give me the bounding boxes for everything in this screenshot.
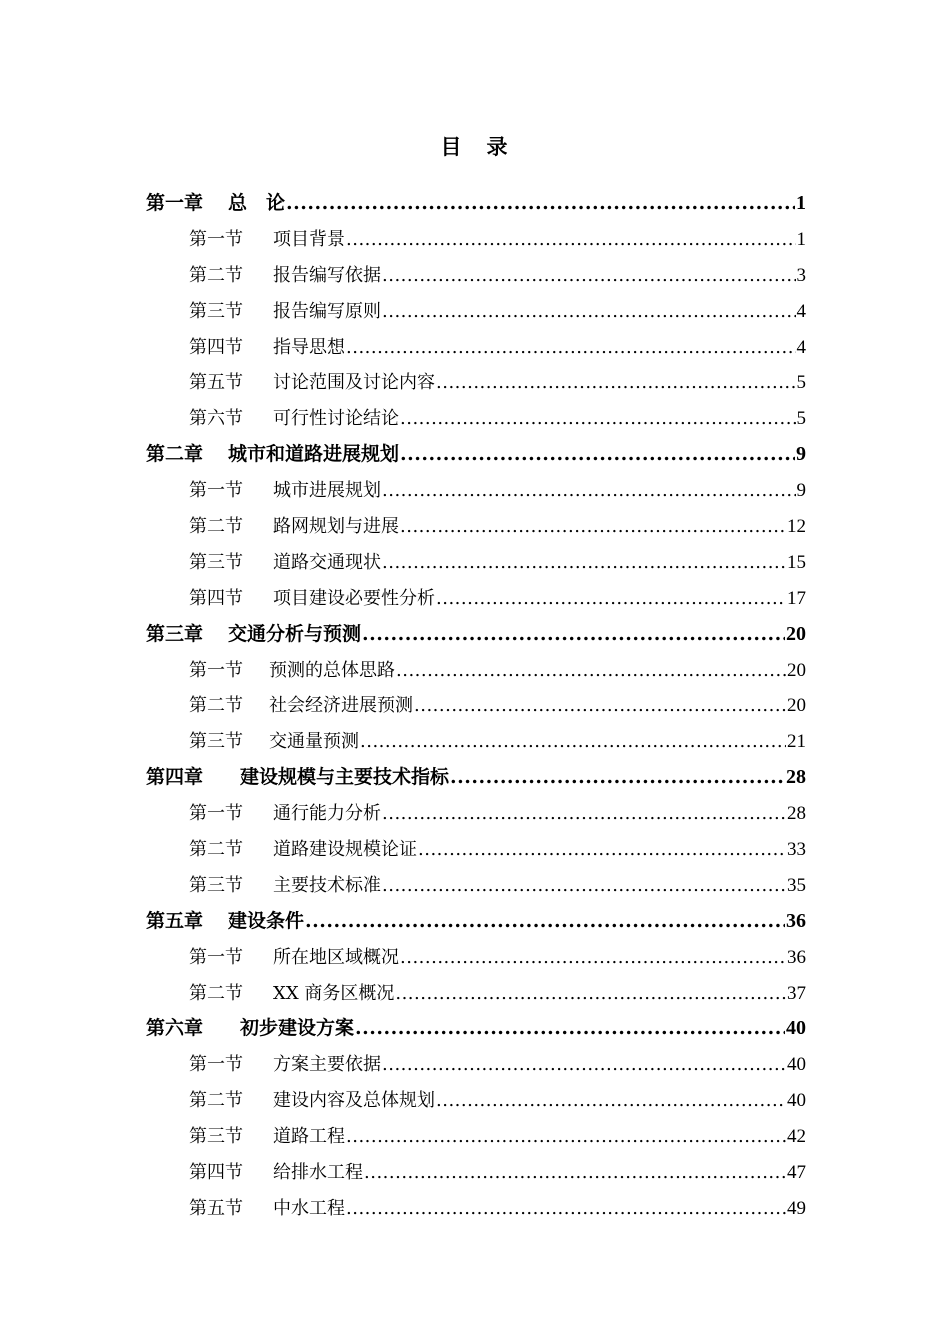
chapter-number: 第一章 [146,192,204,214]
dot-leader [414,688,786,724]
page-number: 20 [787,695,806,717]
toc-section[interactable] [146,509,806,545]
toc-chapter-5[interactable] [146,904,806,940]
dot-leader [396,653,786,689]
chapter-title: 建设条件 [228,909,305,932]
dot-leader [286,186,795,222]
page-number: 12 [787,516,806,538]
section-title: 交通量预测 [269,731,359,753]
section-title: 给排水工程 [273,1162,363,1184]
page-number: 37 [787,982,806,1004]
page-number: 4 [796,336,806,358]
section-number: 第一节 [189,659,243,681]
section-title: XX 商务区概况 [273,982,395,1004]
section-title: 报告编写依据 [273,264,381,286]
toc-list [146,186,806,1227]
page-number: 17 [787,587,806,609]
toc-section[interactable] [146,222,806,258]
section-number: 第一节 [189,480,243,502]
page-number: 33 [787,839,806,861]
dot-leader [346,222,796,258]
section-number: 第三节 [189,731,243,753]
dot-leader [382,473,796,509]
section-number: 第四节 [189,336,243,358]
dot-leader [346,1119,786,1155]
chapter-title: 初步建设方案 [240,1017,355,1040]
toc-section[interactable] [146,1155,806,1191]
toc-title: 目 录 [440,134,510,159]
toc-section[interactable] [146,330,806,366]
dot-leader [395,976,786,1012]
toc-section[interactable] [146,688,806,724]
section-title: 建设内容及总体规划 [273,1090,435,1112]
chapter-title: 建设规模与主要技术指标 [240,766,450,789]
chapter-number: 第四章 [146,766,204,789]
section-title: 预测的总体思路 [269,659,395,681]
section-number: 第三节 [189,551,243,573]
section-number: 第二节 [189,695,243,717]
dot-leader [346,330,796,366]
section-number: 第四节 [189,587,243,609]
page-number: 3 [796,264,806,286]
page-number: 28 [786,766,806,789]
dot-leader [364,1155,786,1191]
section-number: 第三节 [189,300,243,322]
page-number: 1 [796,228,806,250]
page-number: 20 [787,659,806,681]
section-title: 项目建设必要性分析 [273,587,435,609]
dot-leader [305,904,785,940]
section-title: 方案主要依据 [273,1054,381,1076]
dot-leader [418,832,786,868]
section-number: 第一节 [189,803,243,825]
section-title: 报告编写原则 [273,300,381,322]
section-title: 项目背景 [273,228,345,250]
dot-leader [346,1191,786,1227]
section-title: 中水工程 [273,1197,345,1219]
section-title: 可行性讨论结论 [273,408,399,430]
page-number: 9 [796,480,806,502]
dot-leader [382,294,796,330]
toc-section[interactable] [146,1191,806,1227]
section-number: 第一节 [189,1054,243,1076]
dot-leader [400,437,795,473]
section-number: 第五节 [189,372,243,394]
page-number: 36 [786,909,806,932]
dot-leader [436,581,786,617]
page-number: 40 [787,1054,806,1076]
chapter-number: 第三章 [146,622,204,645]
toc-chapter-4[interactable] [146,760,806,796]
toc-section[interactable] [146,832,806,868]
toc-section[interactable] [146,1119,806,1155]
section-number: 第三节 [189,874,243,896]
page-number: 49 [787,1197,806,1219]
toc-section[interactable] [146,545,806,581]
page-number: 47 [787,1162,806,1184]
toc-section[interactable] [146,724,806,760]
section-number: 第五节 [189,1197,243,1219]
toc-chapter-3[interactable] [146,617,806,653]
dot-leader [436,365,796,401]
dot-leader [382,868,786,904]
chapter-number: 第六章 [146,1017,204,1040]
toc-section[interactable] [146,976,806,1012]
page-number: 9 [796,443,806,466]
toc-section[interactable] [146,581,806,617]
chapter-title: 城市和道路进展规划 [228,443,400,466]
section-number: 第一节 [189,228,243,250]
section-number: 第二节 [189,264,243,286]
page-number: 28 [787,803,806,825]
dot-leader [382,1047,786,1083]
chapter-title: 总 论 [228,192,286,214]
page-number: 15 [787,551,806,573]
section-number: 第六节 [189,408,243,430]
toc-section[interactable] [146,473,806,509]
toc-section[interactable] [146,653,806,689]
chapter-number: 第二章 [146,443,204,466]
page-number: 40 [786,1017,806,1040]
section-number: 第四节 [189,1162,243,1184]
section-title: 城市进展规划 [273,480,381,502]
toc-section[interactable] [146,1083,806,1119]
page-number: 4 [796,300,806,322]
toc-section[interactable] [146,365,806,401]
page-number: 20 [786,622,806,645]
section-title: 社会经济进展预测 [269,695,413,717]
page-number: 1 [796,192,806,214]
page-number: 40 [787,1090,806,1112]
section-number: 第三节 [189,1126,243,1148]
chapter-number: 第五章 [146,909,204,932]
page-number: 5 [796,408,806,430]
section-title: 指导思想 [273,336,345,358]
toc-section[interactable] [146,868,806,904]
section-title: 通行能力分析 [273,803,381,825]
dot-leader [400,401,796,437]
page-number: 5 [796,372,806,394]
chapter-title: 交通分析与预测 [228,622,362,645]
section-number: 第二节 [189,982,243,1004]
page-number: 42 [787,1126,806,1148]
toc-section[interactable] [146,258,806,294]
dot-leader [355,1011,785,1047]
toc-section[interactable] [146,294,806,330]
toc-section[interactable] [146,1047,806,1083]
toc-section[interactable] [146,940,806,976]
section-number: 第一节 [189,946,243,968]
section-title: 讨论范围及讨论内容 [273,372,435,394]
toc-section[interactable] [146,401,806,437]
dot-leader [362,617,785,653]
page-number: 35 [787,874,806,896]
dot-leader [436,1083,786,1119]
section-number: 第二节 [189,839,243,861]
dot-leader [450,760,785,796]
section-title: 道路工程 [273,1126,345,1148]
toc-chapter-6[interactable] [146,1011,806,1047]
section-title: 主要技术标准 [273,874,381,896]
dot-leader [400,509,786,545]
section-title: 路网规划与进展 [273,516,399,538]
section-number: 第二节 [189,1090,243,1112]
page-number: 36 [787,946,806,968]
dot-leader [400,940,786,976]
dot-leader [382,796,786,832]
section-title: 道路建设规模论证 [273,839,417,861]
section-title: 所在地区域概况 [273,946,399,968]
toc-chapter-2[interactable] [146,437,806,473]
section-title: 道路交通现状 [273,551,381,573]
toc-chapter-1[interactable] [146,186,806,222]
dot-leader [382,258,796,294]
section-number: 第二节 [189,516,243,538]
page-number: 21 [787,731,806,753]
dot-leader [360,724,786,760]
dot-leader [382,545,786,581]
toc-section[interactable] [146,796,806,832]
